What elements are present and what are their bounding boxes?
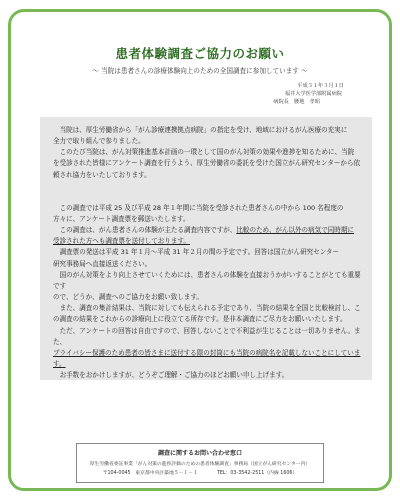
body-text-span: 国のがん対策をより向上させていくためには、患者さんの体験を直接おうかがいすることがとても重要です (53, 270, 361, 290)
page-subtitle: ～ 当院は患者さんの診療体験向上のための全国調査に参加しています ～ (92, 67, 308, 75)
body-text-span: 調査票の発送は平成 31 年１月～平成 31 年２月の間の予定です。回答は国立がん研究センター (59, 248, 340, 257)
body-line (53, 270, 361, 292)
contact-organization: 厚生労働省委託事業「がん対策の進捗評価のための患者体験調査」事務局（国立がん研究センター内） (89, 462, 311, 467)
contact-box (76, 443, 324, 483)
body-text-span: また、調査の集計結果は、当院に対しても伝えられる予定であり、当院の結果を全国と比較検討し、こ (59, 304, 361, 313)
paragraph-gap (53, 192, 361, 203)
underlined-text: 受診された方へも調査票を送付しております。 (53, 237, 190, 246)
body-line (53, 225, 361, 236)
underlined-text: プライバシー保護のため患者の皆さまに送付する際の封筒にも当院の病院名を記載しないことにしていま (53, 348, 361, 357)
organization-line: 福井大学医学部附属病院 (284, 91, 342, 97)
contact-address-phone: 〒104-0045 東京都中央区築地５－１－１ TEL：03-3542-2511（内線 1606） (102, 471, 298, 476)
body-line (53, 359, 361, 370)
date-line: 平成３１年３月１日 (297, 83, 344, 89)
underlined-text: す。 (53, 359, 66, 368)
paragraph-gap (53, 181, 361, 192)
body-text-span: 当院は、厚生労働省から「がん診療連携拠点病院」の指定を受け、地域におけるがん医療の充実に (59, 126, 348, 134)
body-line (53, 326, 361, 348)
body-line: 研究事務局へ直接返送ください。 (53, 259, 152, 268)
body-line (53, 203, 361, 214)
body-line: 頼され協力をいたしております。 (53, 170, 151, 179)
body-line (53, 236, 361, 247)
body-text (53, 125, 361, 381)
contact-title: 調査に関するお問い合わせ窓口 (157, 450, 242, 457)
body-line: の調査の結果をこれからの診療向上に役立てる所存です。是非本調査にご尽力をお願いいたします。 (53, 315, 347, 324)
body-line: を受診された皆様にアンケート調査を行うよう、厚生労働省の委託を受けた国立がん研究センターから依 (53, 159, 361, 168)
body-line: ので、どうか、調査へのご協力をお願い致します。 (53, 293, 203, 302)
body-line: 全力で取り組んで参りました。 (53, 137, 145, 146)
body-line (53, 370, 361, 381)
body-line (53, 125, 361, 136)
page-title: 患者体験調査ご協力のお願い (115, 46, 285, 61)
body-text-span: このたび当院は、がん対策推進基本計画の一環として国のがん対策の効果や進捗を知るために、当院 (59, 148, 355, 157)
body-text-span: この調査では平成 25 及び平成 28 年１年間に当院を受診された患者さんの中から 100 名程度の (59, 203, 344, 212)
body-line (53, 247, 361, 258)
body-text-span: この調査は、がん患者さんの体験が主たる調査内容ですが、 (59, 226, 237, 235)
signer-line: 病院長 腰地 孝昭 (273, 99, 320, 105)
body-line (53, 147, 361, 158)
body-line (53, 303, 361, 314)
underlined-text: 比較のため、がん以外の病気で同時期に (236, 226, 354, 235)
body-text-span: お手数をおかけしますが、どうぞご理解・ご協力のほどお願い申し上げます。 (59, 371, 289, 380)
body-line (53, 348, 361, 359)
body-line: 方々に、アンケート調査票を郵送いたします。 (53, 214, 190, 223)
body-text-span: ただ、アンケートの回答は自由ですので、回答しないことで不利益が生じることは一切ありません。また、 (53, 326, 361, 346)
